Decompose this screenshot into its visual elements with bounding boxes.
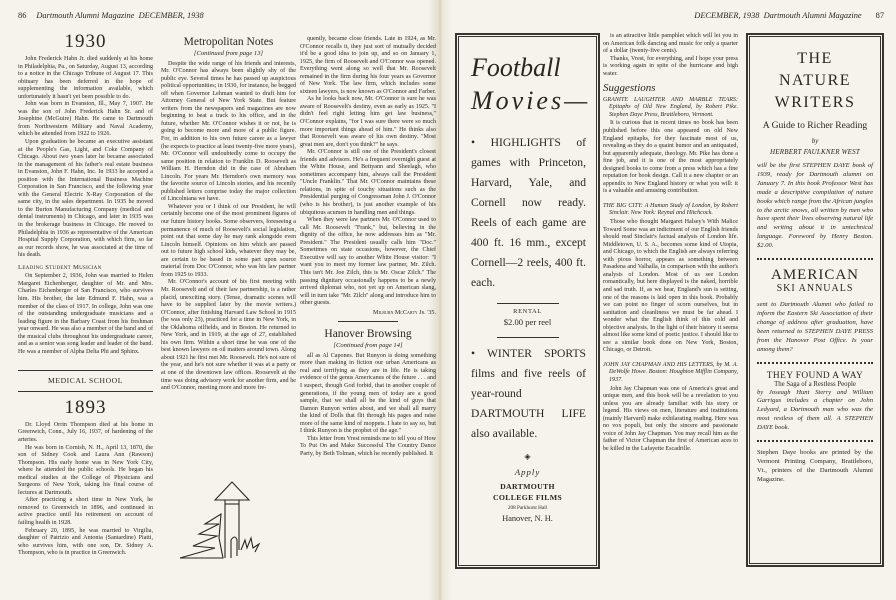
hanover-browsing-continued-column — [603, 33, 738, 453]
town: Hanover, N. H. — [502, 514, 553, 523]
book-title: THE BIG CITY: A Human Study of London, by Robert Sinclair. New York: Reynal and Hitchcock. — [603, 202, 738, 217]
tower-illustration — [175, 478, 270, 560]
address: 208 Parkhurst Hall — [507, 505, 548, 511]
apply-label: Apply — [514, 467, 541, 477]
divider — [18, 370, 153, 371]
book-reviews — [603, 97, 738, 454]
article-body — [300, 36, 436, 308]
book-review: It is curious that in recent times no book has been published before this one appeared on old New England epitaphs, for they fascinate most of us, revealing as they do a quaint humor and an antiquated, but apparently adequate, theology. Mr. Pike has done a fine job, and it is one of the most appropriately designed books to come from a press which has a fine reputation for book design. Call it a new chapter or an appendix to New England history or what you will: it is a valuable and amusing contribution. — [603, 120, 738, 195]
dotted-divider — [757, 258, 873, 260]
obituary-hahn — [18, 56, 153, 260]
by-label: by — [811, 137, 819, 145]
class-year-heading: 1930 — [64, 31, 107, 52]
ski-annuals-subtitle: SKI ANNUALS — [776, 283, 854, 295]
book-review: Those who thought Margaret Halsey's With Malice Toward Some was an indictment of our English friends should read Sinclair's factual analysis of London life. Middletown, U. S. A., becomes some kind of Utopia, and Chicago, to which the English are always referring with pious horror, appears as something between Pasadena and Valhalla, in comparison with the author's analysis of London. Most of us see London romantically, but here displayed is the naked, horrible and sad truth. If, as we hear, England's sun is setting, one of the reasons is laid open in this book. Probably we can point no finger of scorn ourselves, but in sanitation and cleanliness we must be far ahead. I wonder what the English think of this cold and objective analysis. In the light of their history it seems almost like some kind of poetic justice. I should like to see a similar book done on New York, Boston, Chicago, or Detroit. — [603, 219, 738, 354]
running-head-left — [18, 11, 204, 20]
paragraph: When they were law partners Mr. O'Connor used to call Mr. Roosevelt "Frank," but, believing in the dignity of the office, he now addresses him as "Mr. President." The President usually calls him "Doc." Sometimes on state occasions, however, the Chief Executive will say to another White House visitor: "I want you to meet my former law partner, Mr. Zilch. This isn't Mr. Joe Zilch, this is Mr. Oscar Zilch." The passing dignitary occasionally happens to be a newly arrived diplomat who, not yet up on American slang, will in turn take "Mr. Zilch" along and introduce him to other guests. — [300, 217, 436, 307]
page-number: 86 — [18, 11, 27, 20]
continued-note: [Continued from page 13] — [193, 50, 264, 57]
continued-note: [Continued from page 14] — [333, 342, 403, 350]
ski-annuals-text: sent to Dartmouth Alumni who failed to inform the Eastern Ski Association of their change of address after graduation, have been returned to STEPHEN DAYE PRESS from the Hanover Post Office. Is your among them? — [757, 301, 873, 353]
book-review: John Jay Chapman was one of America's great and unique men, and this book will be a revelation to you unless you are already familiar with his story or legend. His views on men, literature and institutions (mainly Harvard) make exhilarating reading. Here was no vox populi, but only the sincere and passionate voice of John Jay Chapman. You may recall him as the father of Victor Chapman the first of American aces to be killed in the Lafayette Escadrille. — [603, 385, 738, 452]
divider — [497, 303, 559, 304]
paragraph: Mr. O'Connor is still one of the President's closest friends and advisors. He's a frequent overnight guest at the White House, and Bettyann and Sheelagh, who sometimes accompany him, always call the President "Uncle Franklin." That Mr. O'Connor maintains these relations, in spite of touchy situations such as the Presidential purging of Congressman John J. O'Connor (who is his brother), is just another example of his ubiquitous acumen in handling men and things. — [300, 149, 436, 216]
divider — [497, 337, 559, 338]
magazine-name: Dartmouth Alumni Magazine — [36, 11, 135, 20]
obituary-hahn-cont — [18, 273, 153, 356]
printer-note: Stephen Daye books are printed by the Vermont Printing Company, Brattleboro, Vt., printers of the Dartmouth Alumni Magazine. — [757, 449, 873, 483]
article-body — [300, 353, 436, 459]
org-name: COLLEGE FILMS — [492, 493, 563, 502]
they-found-a-way-subtitle: The Saga of a Restless People — [774, 380, 856, 388]
paragraph: February 20, 1895, he was married to Virgilia, daughter of Patrizio and Antonia (Santardine) Piatti, who survives him, with one son, Dr. Sidney A. Thompson, who is in practice in Greenwich. — [18, 527, 153, 557]
paragraph: He was born in Cornish, N. H., April 13, 1870, the son of Sidney Cook and Laura Ann (Rawson) Thompson. His early home was in New York City, where he attended the public schools. He began his medical studies at the College of Physicians and Surgeons of New York, taking his final course of lectures at Dartmouth. — [18, 444, 153, 496]
ad-title: Football — [471, 53, 561, 82]
metropolitan-notes-continued-column — [300, 36, 436, 458]
running-head-right — [694, 11, 884, 20]
dotted-divider — [757, 440, 873, 442]
paragraph: John was born in Evanston, Ill., May 7, 1907. He was the son of John Frederick Hahn Sr. and of Josephine (McGuire) Hahn. He came to Dartmouth from Northwestern Military and Naval Academy, which he attended from 1922 to 1926. — [18, 101, 153, 138]
ad-subtitle: A Guide to Richer Reading — [762, 120, 868, 131]
book-title: GRANITE LAUGHTER AND MARBLE TEARS: Epitaphs of Old New England, by Robert Pike. Stephen Daye Press, Brattleboro, Vermont. — [603, 96, 738, 118]
paragraph: Mr. O'Connor's account of his first meeting with Mr. Roosevelt and of their law partnership, is a rather placid, unexciting story. (Tense, dramatic scenes will have to be supplied later by the movie writers.) O'Connor, after finishing Harvard Law School in 1915 (he was only 23), practiced for a time in New York, in the Oklahoma oilfields, and in Boston. He returned to New York, and in 1919, at the age of 27, established his own firm. Within a short time he was one of the best known lawyers on oil matters around town. Along about 1921 he first met Mr. Roosevelt. He's not sure of the year, and he's not sure whether it was at a party or at one of the downtown law offices. Roosevelt at the time was doing advisory work for another firm, and he and O'Connor, meeting more and more fre- — [161, 279, 296, 392]
diamond-ornament-icon: ◈ — [524, 452, 531, 461]
paragraph: Whatever you or I think of our President, he will certainly become one of the most prominent figures of our future history books. Some observers, foreseeing a permanence of much of Roosevelt's social legislation, point out that some day he may rank alongside even Lincoln himself. Opinions on him which are passed out to future high school kids, whatever they may be, are certain to be based in some part upon source material from Doc O'Connor, who was his law partner from 1925 to 1933. — [161, 203, 296, 278]
paragraph: This letter from Vrest reminds me to tell you of How To Put On and Make Successful The Country Dance Party, by Beth Tolman, which he recently published. It — [300, 435, 436, 457]
paragraph: After practicing a short time in New York, he removed to Greenwich in 1896, and continued in active practice until his retirement on account of failing health in 1928. — [18, 497, 153, 526]
ski-annuals-title: AMERICAN — [770, 267, 859, 284]
paragraph: Upon graduation he became an executive assistant at the People's Gas, Light, and Coke Company of Chicago. About two years later he became associated in the management of his father's real estate business in Evanston, John F. Hahn, Inc. In 1933 he accepted a position with the International Business Machine Corporation in San Francisco, and the following year with the General Electric X-Ray Corporation of the same city, in the sales department. In 1935 he moved to the Burton Manufacturing Company (medical and dental instruments) in Chicago, and later in 1935 was in the brokerage business in Chicago. He moved to Philadelphia in 1936 as representative of the American Hospital Supply Corporation, with which firm, so far as our records show, he was associated at the time of his death. — [18, 139, 153, 259]
stephen-daye-ad — [746, 33, 884, 567]
football-movies-ad — [455, 33, 600, 569]
they-found-a-way-text: by Joseagh Hunt Sterry and William Garrigus includes a chapter on John Ledyard, a Dartmouth man who was the most restless of them all. A STEPHEN DAYE book. — [757, 388, 873, 432]
rental-price: $2.00 per reel — [503, 317, 552, 327]
paragraph: Thanks, Vrest, for everything, and I hope your press is working again in spite of the hurricane and high water. — [603, 55, 738, 77]
paragraph: As he looks back now, Mr. O'Connor is sure he was aware of Roosevelt's destiny, even as early as 1925. "I didn't feel right letting him get law business," O'Connor explains, "for I was sure there were so much more important things ahead of him." He thinks also that Roosevelt was aware of his own destiny. "Most great men are, don't you think?" he says. — [300, 96, 436, 148]
paragraph: is an attractive little pamphlet which will let you in on American folk dancing and music for only a quarter of a dollar (twenty-five cents). — [603, 33, 738, 55]
paragraph: John Frederick Hahn Jr. died suddenly at his home in Philadelphia, Pa., on Saturday, August 13, according to a notice in the Chicago Tribune of August 17. This obituary has been deferred in the hope of supplementing the information available, which unfortunately it hasn't yet been possible to do. — [18, 56, 153, 100]
ad-title: THE — [797, 50, 833, 67]
paragraph: Despite the wide range of his friends and interests, Mr. O'Connor has always been slightly shy of the public eye. Several times he has passed up auspicious political opportunities; in 1930, for instance, he begged off when Governor Lehman wanted to draft him for Attorney General of New York State. But feature writers from the newspapers and magazines are now beginning to beat a track to his office, and in the future, whether Mr. O'Connor wishes it or not, he is going to become more and more of a public figure. For, in addition to his own future career as a lawyer (he expects to practice at least twenty-five more years), Mr. O'Connor will undoubtedly come to occupy the same position in relation to Franklin D. Roosevelt as William H. Herndon did in the case of Abraham Lincoln. For years Mr. Herndon's own memory was the favorite source of Lincoln stories, and his recently published letters comprise today the major collection of Lincolniana we have. — [161, 60, 296, 203]
paragraph: all as Al Capones. But Runyon is doing something more than making in fiction our urban Americans as real and terrifying as they are in life. He is taking evidence of the genus Americanus of the future . . . and I suspect, though God forbid, that in another couple of generations, if the young men of today are a good sample, that we shall all be the kind of guys that Damon Runyon writes about, and we shall all marry the kind of Dolls that flit through his pages and raise more of the same kind of moppets. I hate to say so, but I think Runyon is the prophet of the age." — [300, 352, 436, 435]
rental-label: RENTAL — [513, 308, 542, 315]
they-found-a-way-title: THEY FOUND A WAY — [766, 370, 864, 381]
metropolitan-notes-column — [161, 36, 296, 393]
paragraph: Dr. Lloyd Orrin Thompson died at his home in Greenwich, Conn., July 16, 1937, of hardening of the arteries. — [18, 421, 153, 443]
issue-date: DECEMBER, 1938 — [138, 11, 204, 20]
ad-title: Movies— — [471, 86, 591, 115]
class-notes-column — [18, 30, 153, 558]
suggestions-heading: Suggestions — [603, 82, 656, 95]
book-title: JOHN JAY CHAPMAN AND HIS LETTERS, by M. A. DeWolfe Howe. Boston: Houghton Mifflin Company, 1937. — [603, 361, 738, 383]
subheading: Leading Student Musician — [18, 263, 102, 271]
divider — [338, 321, 398, 322]
org-name: DARTMOUTH — [500, 482, 555, 491]
ad-body: • HIGHLIGHTS of games with Princeton, Harvard, Yale, and Cornell now ready. Reels of each game are 400 ft. 16 mm., except Cornell—2 reels, 400 ft. each. — [471, 136, 586, 289]
ad-title: NATURE — [778, 72, 852, 89]
ad-title: WRITERS — [774, 94, 856, 111]
obituary-thompson — [18, 422, 153, 558]
magazine-name: Dartmouth Alumni Magazine — [763, 11, 862, 20]
book-description: will be the first STEPHEN DAYE book of 1939, ready for Dartmouth alumni on January 7. In this book Professor West has made a descriptive compilation of nature books which range from the African jungles to the arctic snows, all written by men who have spent their lives observing natural life and writing about it in untechnical language. Foreword by Henry Beston. $2.00. — [757, 162, 873, 250]
article-body — [161, 61, 296, 393]
author-signature: Milburn McCarty Jr. '35. — [373, 309, 436, 316]
ad-body: • WINTER SPORTS films and five reels of year-round DARTMOUTH LIFE also available. — [471, 347, 586, 440]
page-number: 87 — [875, 11, 884, 20]
article-body — [603, 33, 738, 78]
class-year-heading: 1893 — [64, 396, 107, 418]
paragraph: quently, became close friends. Late in 1924, as Mr. O'Connor recalls it, they just sort of mutually decided it'd be a good idea to join up, and so on January 1, 1925, the firm of Roosevelt and O'Connor was opened. Everything went along so well that Mr. Roosevelt remained in the firm during his four years as Governor of New York. The law firm, which includes some sixteen lawyers, is now known as O'Connor and Farber. — [300, 36, 436, 95]
section-heading: MEDICAL SCHOOL — [48, 376, 123, 386]
dotted-divider — [757, 362, 873, 364]
issue-date: DECEMBER, 1938 — [694, 11, 760, 20]
article-title: Hanover Browsing — [324, 328, 412, 341]
article-title: Metropolitan Notes — [183, 36, 274, 48]
divider — [18, 391, 153, 392]
paragraph: On September 2, 1936, John was married to Helen Margaret Eichenberger, daughter of Mr. and Mrs. Charles Eichenberger of San Francisco, who survives him. His brother, the late Edmund F. Hahn, was a member of the class of 1917. In college, John was one of the outstanding undergraduate musicians and a leading figure in the Barbary Coast from his freshman year onward. He was also a member of the band and of the musical clubs throughout his undergraduate career, and as a senior was song leader and leader of the band. He was a member of Alpha Delta Phi and Sphinx. — [18, 273, 153, 355]
author-name: HERBERT FAULKNER WEST — [770, 148, 860, 156]
